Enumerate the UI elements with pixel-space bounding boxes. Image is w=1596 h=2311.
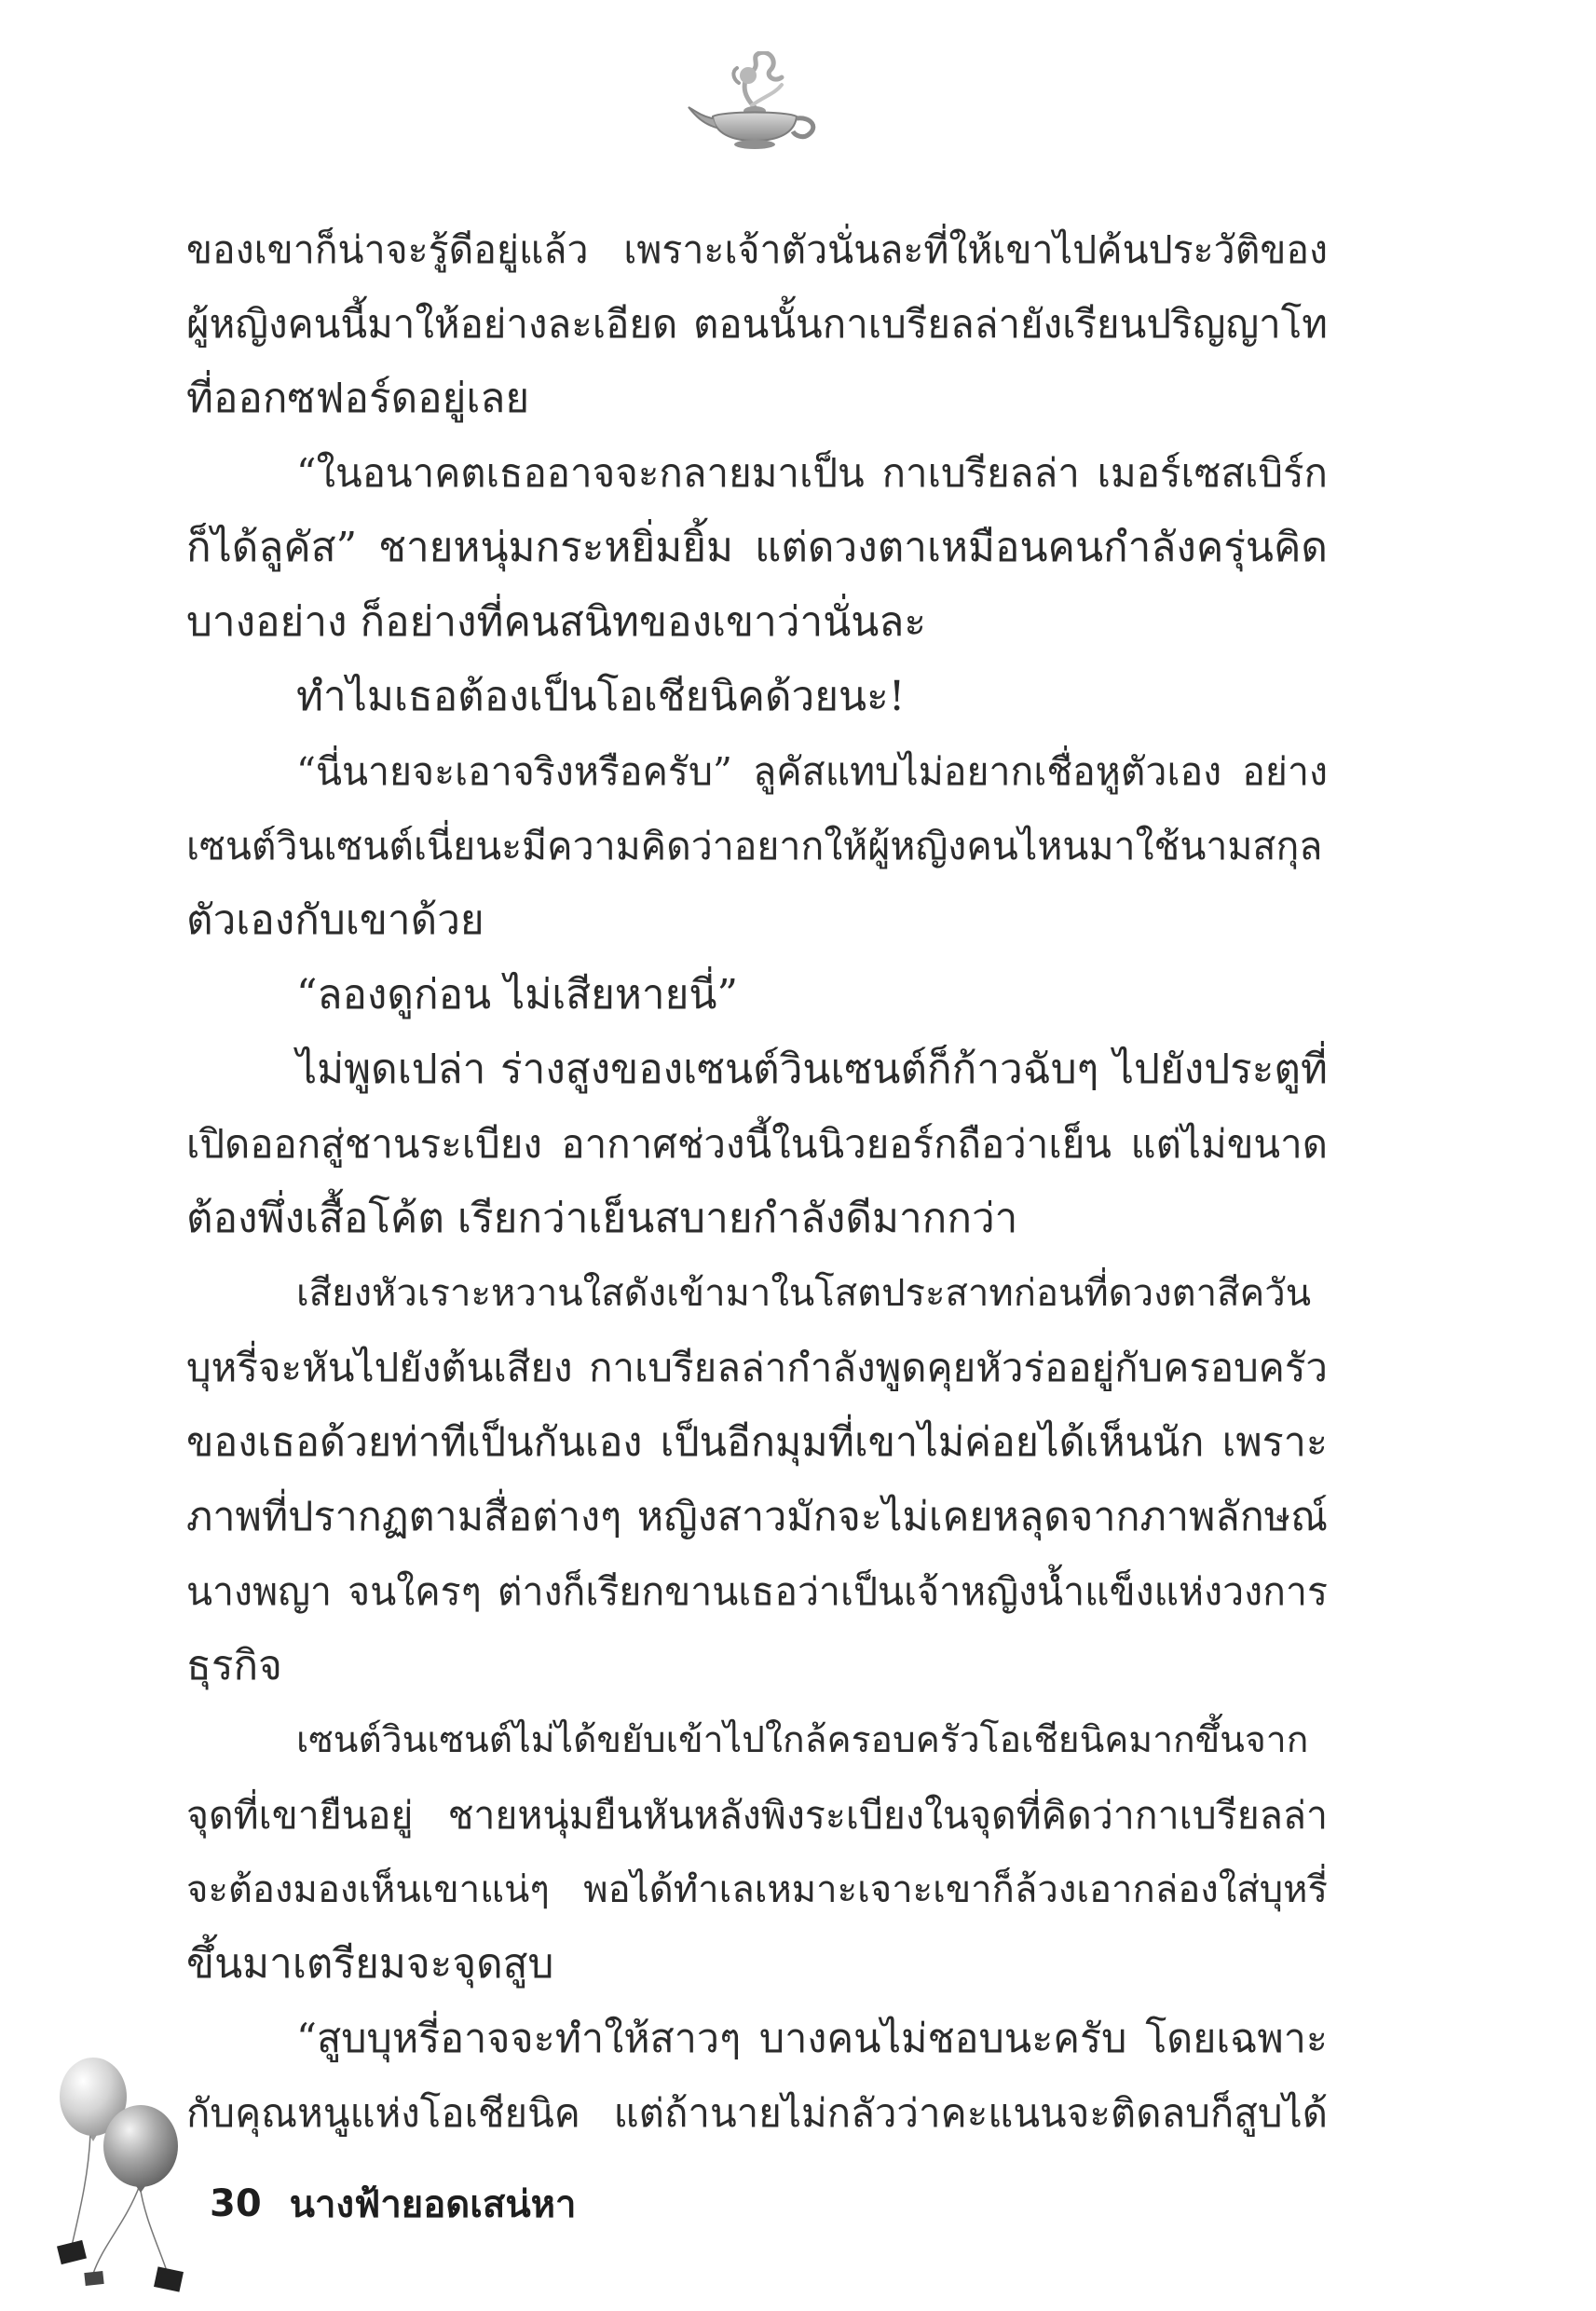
text-line: ตัวเองกับเขาด้วย — [186, 896, 484, 944]
text-line: เซนต์วินเซนต์เนี่ยนะมีความคิดว่าอยากให้ผู้หญิงคนไหนมาใช้นามสกุล — [186, 824, 1323, 868]
text-line: เปิดออกสู่ชานระเบียง อากาศช่วงนี้ในนิวยอร์กถือว่าเย็น แต่ไม่ขนาด — [186, 1121, 1328, 1167]
page-footer — [210, 2176, 576, 2232]
text-line: “นี่นายจะเอาจริงหรือครับ” ลูคัสแทบไม่อยากเชื่อหูตัวเอง อย่าง — [296, 749, 1328, 794]
text-line: “สูบบุหรี่อาจจะทำให้สาวๆ บางคนไม่ชอบนะครับ โดยเฉพาะ — [296, 2016, 1328, 2062]
text-line: กับคุณหนูแห่งโอเชียนิค แต่ถ้านายไม่กลัวว่าคะแนนจะติดลบก็สูบได้ — [186, 2090, 1328, 2136]
text-line: จะต้องมองเห็นเขาแน่ๆ พอได้ทำเลเหมาะเจาะเขาก็ล้วงเอากล่องใส่บุหรี่ — [186, 1868, 1328, 1911]
text-line: ไม่พูดเปล่า ร่างสูงของเซนต์วินเซนต์ก็ก้าวฉับๆ ไปยังประตูที่ — [296, 1046, 1328, 1093]
text-line: ผู้หญิงคนนี้มาให้อย่างละเอียด ตอนนั้นกาเบรียลล่ายังเรียนปริญญาโท — [186, 301, 1328, 347]
body-text — [186, 212, 1328, 2151]
book-title: นางฟ้ายอดเสน่หา — [289, 2183, 577, 2226]
text-line: ก็ได้ลูคัส” ชายหนุ่มกระหยิ่มยิ้ม แต่ดวงตาเหมือนคนกำลังครุ่นคิด — [186, 524, 1328, 571]
balloons-icon — [51, 2045, 214, 2302]
text-line: ต้องพึ่งเสื้อโค้ต เรียกว่าเย็นสบายกำลังดีมากกว่า — [186, 1195, 1018, 1242]
text-line: ขึ้นมาเตรียมจะจุดสูบ — [186, 1940, 554, 1988]
text-line: นางพญา จนใครๆ ต่างก็เรียกขานเธอว่าเป็นเจ้าหญิงน้ำแข็งแห่งวงการ — [186, 1569, 1328, 1614]
text-line: “ในอนาคตเธออาจจะกลายมาเป็น กาเบรียลล่า เมอร์เซสเบิร์ก — [296, 450, 1328, 496]
text-line: ของเธอด้วยท่าทีเป็นกันเอง เป็นอีกมุมที่เขาไม่ค่อยได้เห็นนัก เพราะ — [186, 1419, 1328, 1466]
text-line: บุหรี่จะหันไปยังต้นเสียง กาเบรียลล่ากำลังพูดคุยหัวร่ออยู่กับครอบครัว — [186, 1345, 1328, 1390]
text-line: จุดที่เขายืนอยู่ ชายหนุ่มยืนหันหลังพิงระเบียงในจุดที่คิดว่ากาเบรียลล่า — [186, 1793, 1328, 1838]
page-number: 30 — [210, 2182, 262, 2225]
text-line: บางอย่าง ก็อย่างที่คนสนิทของเขาว่านั่นละ — [186, 598, 926, 646]
text-line: “ลองดูก่อน ไม่เสียหายนี่” — [296, 971, 738, 1019]
text-line: ทำไมเธอต้องเป็นโอเชียนิคด้วยนะ! — [296, 673, 906, 720]
text-line: ภาพที่ปรากฏตามสื่อต่างๆ หญิงสาวมักจะไม่เคยหลุดจากภาพลักษณ์ — [186, 1494, 1328, 1540]
genie-lamp-icon — [685, 51, 825, 154]
text-line: ของเขาก็น่าจะรู้ดีอยู่แล้ว เพราะเจ้าตัวนั่นละที่ให้เขาไปค้นประวัติของ — [186, 227, 1328, 272]
text-line: ธุรกิจ — [186, 1642, 282, 1689]
text-line: เสียงหัวเราะหวานใสดังเข้ามาในโสตประสาทก่อนที่ดวงตาสีควัน — [296, 1272, 1312, 1315]
text-line: เซนต์วินเซนต์ไม่ได้ขยับเข้าไปใกล้ครอบครัวโอเชียนิคมากขึ้นจาก — [296, 1719, 1309, 1761]
text-line: ที่ออกซฟอร์ดอยู่เลย — [186, 375, 530, 422]
